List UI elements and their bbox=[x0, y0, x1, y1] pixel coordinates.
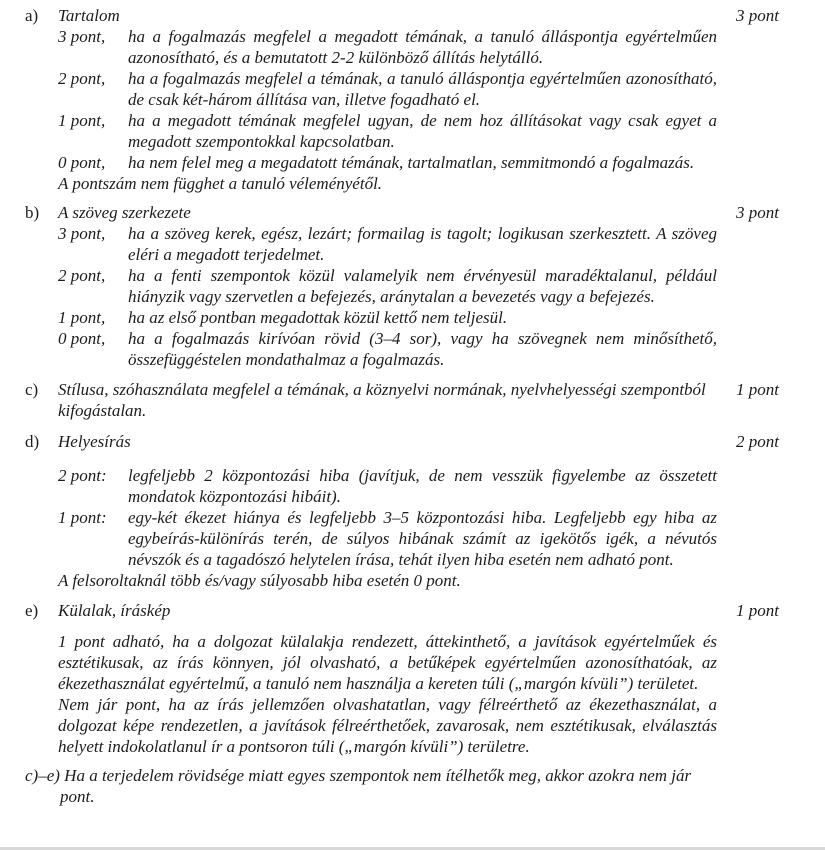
criterion-score-label: 1 pont, bbox=[58, 111, 106, 130]
section-stilus bbox=[25, 379, 779, 421]
section-c-points: 1 pont bbox=[736, 380, 779, 399]
criterion-row bbox=[58, 223, 717, 265]
criterion-row bbox=[58, 265, 717, 307]
criterion-description: legfeljebb 2 központozási hiba (javítjuk, de nem vesszük figyelembe az összetett mondatok központozási hibáit). bbox=[128, 466, 717, 506]
section-b-marker: b) bbox=[25, 203, 40, 222]
criterion-row bbox=[58, 307, 717, 328]
criterion-description: ha a szöveg kerek, egész, lezárt; formailag is tagolt; logikusan szerkesztett. A szöveg eléri a megadott terjedelmet. bbox=[128, 224, 717, 264]
criterion-row bbox=[58, 152, 717, 173]
criterion-row bbox=[58, 68, 717, 110]
criterion-score-label: 3 pont, bbox=[58, 27, 106, 46]
criterion-description: ha az első pontban megadottak közül kettő nem teljesül. bbox=[128, 308, 508, 327]
criterion-row bbox=[58, 465, 717, 507]
section-a-marker: a) bbox=[25, 6, 39, 25]
criterion-score-label: 0 pont, bbox=[58, 153, 106, 172]
criterion-description: ha a fenti szempontok közül valamelyik nem érvényesül maradéktalanul, például hiányzik vagy szervetlen a befejezés, aránytalan a bevezetés vagy a befejezés. bbox=[128, 266, 717, 306]
section-a-title: Tartalom bbox=[58, 6, 120, 25]
section-d-note: A felsoroltaknál több és/vagy súlyosabb hiba esetén 0 pont. bbox=[58, 571, 461, 590]
section-e-paragraph: 1 pont adható, ha a dolgozat külalakja rendezett, áttekinthető, a javítások egyértelműek és esztétikusak, az írás könnyen, jól olvasható, a betűképek egyértelműen azonosíthatóak, az ékezethasználat egyértelmű, a tanuló nem használja a kereten túli („margón kívüli”) területet. bbox=[58, 632, 717, 693]
criterion-score-label: 2 pont, bbox=[58, 69, 106, 88]
criterion-score-label: 2 pont, bbox=[58, 266, 106, 285]
section-c-text: Stílusa, szóhasználata megfelel a témának, a köznyelvi normának, nyelvhelyességi szempontból kifogástalan. bbox=[58, 380, 706, 420]
section-a-points: 3 pont bbox=[736, 6, 779, 25]
criterion-row bbox=[58, 26, 717, 68]
section-e-points: 1 pont bbox=[736, 601, 779, 620]
section-a-note: A pontszám nem függhet a tanuló véleményétől. bbox=[58, 174, 383, 193]
criterion-row bbox=[58, 328, 717, 370]
section-helyesiras bbox=[25, 431, 779, 591]
section-b-points: 3 pont bbox=[736, 203, 779, 222]
criterion-description: egy-két ékezet hiánya és legfeljebb 3–5 központozási hiba. Legfeljebb egy hiba az egybeírás-különírás terén, de súlyos hibának számít az igekötős igék, a névutós névszók és a tagadószó helytelen írása, tehát ilyen hiba esetén nem adható pont. bbox=[128, 508, 717, 569]
criterion-description: ha a fogalmazás kirívóan rövid (3–4 sor), vagy ha szövegnek nem minősíthető, összefüggéstelen mondathalmaz a fogalmazás. bbox=[128, 329, 717, 369]
footer-note-text: Ha a terjedelem rövidsége miatt egyes szempontok nem ítélhetők meg, akkor azokra nem jár pont. bbox=[60, 766, 692, 806]
section-kulalak bbox=[25, 600, 779, 757]
section-b-title: A szöveg szerkezete bbox=[58, 203, 191, 222]
criterion-description: ha a fogalmazás megfelel a témának, a tanuló álláspontja egyértelműen azonosítható, de csak két-három állítása van, illetve fogadható el. bbox=[128, 69, 717, 109]
section-c-marker: c) bbox=[25, 380, 39, 399]
criterion-description: ha a fogalmazás megfelel a megadott témának, a tanuló álláspontja egyértelműen azonosítható, és a bemutatott 2-2 különböző állítás helytálló. bbox=[128, 27, 717, 67]
footer-note bbox=[25, 765, 717, 807]
section-tartalom bbox=[25, 5, 779, 194]
criterion-score-label: 0 pont, bbox=[58, 329, 106, 348]
criterion-score-label: 1 pont, bbox=[58, 308, 106, 327]
criterion-row bbox=[58, 507, 717, 570]
section-szerkezet bbox=[25, 202, 779, 370]
footer-note-marker: c)–e) bbox=[25, 766, 60, 785]
section-e-paragraph: Nem jár pont, ha az írás jellemzően olvashatatlan, vagy félreérthető az ékezethasználat, a dolgozat képe rendezetlen, a javítások félreérthetőek, zavarosak, nem esztétikusak, elválasztás helyett indokolatlanul ír a pontsoron túli („margón kívüli”) területre. bbox=[58, 695, 717, 756]
criterion-score-label: 2 pont: bbox=[58, 466, 107, 485]
section-e-marker: e) bbox=[25, 601, 39, 620]
section-d-marker: d) bbox=[25, 432, 40, 451]
criterion-score-label: 3 pont, bbox=[58, 224, 106, 243]
criterion-row bbox=[58, 110, 717, 152]
section-e-title: Külalak, íráskép bbox=[58, 601, 171, 620]
criterion-description: ha nem felel meg a megadatott témának, tartalmatlan, semmitmondó a fogalmazás. bbox=[128, 153, 695, 172]
section-d-points: 2 pont bbox=[736, 432, 779, 451]
criterion-description: ha a megadott témának megfelel ugyan, de nem hoz állításokat vagy csak egyet a megadott szempontokkal kapcsolatban. bbox=[128, 111, 717, 151]
criterion-score-label: 1 pont: bbox=[58, 508, 107, 527]
section-d-title: Helyesírás bbox=[58, 432, 131, 451]
